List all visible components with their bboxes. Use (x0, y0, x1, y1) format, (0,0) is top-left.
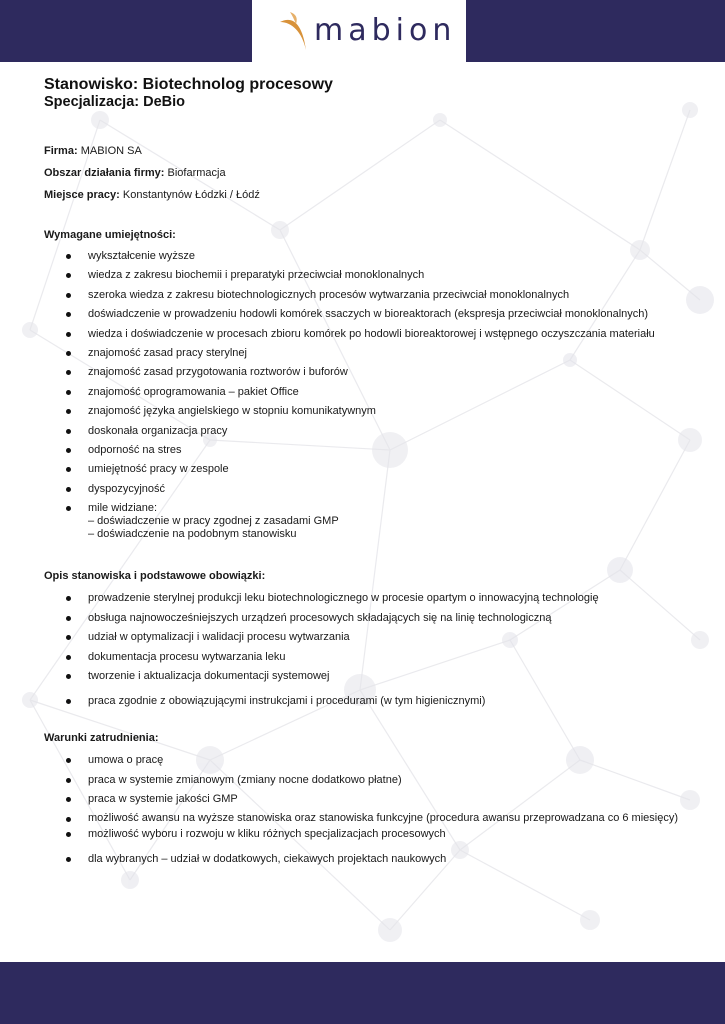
list-item: dyspozycyjność (44, 483, 694, 496)
footer-band (0, 962, 725, 1024)
list-item: możliwość wyboru i rozwoju w kliku różnych specjalizacjach procesowych (44, 828, 694, 841)
list-item: prowadzenie sterylnej produkcji leku biotechnologicznego w procesie opartym o innowacyjną technologię (44, 592, 694, 605)
company-info (44, 140, 694, 206)
list-item: praca w systemie zmianowym (zmiany nocne dodatkowo płatne) (44, 774, 694, 787)
duties-list (44, 592, 694, 708)
section-required-skills (44, 228, 694, 541)
list-item: szeroka wiedza z zakresu biotechnologicznych procesów wytwarzania przeciwciał monoklonalnych (44, 289, 694, 302)
page-subtitle: Specjalizacja: DeBio (44, 94, 186, 110)
list-item: dla wybranych – udział w dodatkowych, ciekawych projektach naukowych (44, 853, 694, 866)
list-item: znajomość języka angielskiego w stopniu komunikatywnym (44, 405, 694, 418)
list-item: wiedza i doświadczenie w procesach zbioru komórek po hodowli bioreaktorowej i wstępnego oczyszczania materiału (44, 328, 694, 341)
list-item: udział w optymalizacji i walidacji procesu wytwarzania (44, 631, 694, 644)
info-business-area (44, 162, 694, 184)
section-heading: Wymagane umiejętności: (44, 229, 176, 241)
list-item: wykształcenie wyższe (44, 250, 694, 263)
list-item: praca w systemie jakości GMP (44, 793, 694, 806)
info-value: MABION SA (80, 145, 142, 157)
list-item: wiedza z zakresu biochemii i preparatyki przeciwciał monoklonalnych (44, 269, 694, 282)
company-logo (252, 0, 466, 62)
list-item: dokumentacja procesu wytwarzania leku (44, 651, 694, 664)
list-item: doskonała organizacja pracy (44, 425, 694, 438)
section-heading: Warunki zatrudnienia: (44, 732, 159, 745)
section-heading: Opis stanowiska i podstawowe obowiązki: (44, 570, 266, 583)
list-item: znajomość oprogramowania – pakiet Office (44, 386, 694, 399)
logo-swoosh-icon (276, 8, 316, 54)
list-item: znajomość zasad przygotowania roztworów i buforów (44, 366, 694, 379)
info-value: Konstantynów Łódzki / Łódź (122, 189, 260, 201)
list-item: znajomość zasad pracy sterylnej (44, 347, 694, 360)
section-duties (44, 569, 694, 708)
nice-to-have-item: – doświadczenie w pracy zgodnej z zasadami GMP (88, 515, 339, 528)
page-title: Stanowisko: Biotechnolog procesowy (44, 76, 333, 93)
list-item: doświadczenie w prowadzeniu hodowli komórek ssaczych w bioreaktorach (ekspresja przeciwciał monoklonalnych) (44, 308, 694, 321)
section-employment-terms (44, 731, 694, 866)
nice-to-have-label: mile widziane: (88, 502, 158, 515)
list-item: obsługa najnowocześniejszych urządzeń procesowych składających się na linię technologiczną (44, 612, 694, 625)
list-item: możliwość awansu na wyższe stanowiska oraz stanowiska funkcyjne (procedura awansu przeprowadzana co 6 miesięcy) (44, 813, 694, 823)
logo-wordmark: mabion (314, 13, 457, 48)
info-value: Biofarmacja (167, 167, 226, 179)
terms-list (44, 754, 694, 866)
list-item: tworzenie i aktualizacja dokumentacji systemowej (44, 670, 694, 683)
info-label: Obszar działania firmy: (44, 167, 165, 179)
info-company (44, 140, 694, 162)
list-item: praca zgodnie z obowiązującymi instrukcjami i procedurami (w tym higienicznymi) (44, 695, 694, 708)
info-label: Miejsce pracy: (44, 189, 120, 201)
info-workplace (44, 184, 694, 206)
list-item-nice-to-have (44, 502, 694, 541)
list-item: umiejętność pracy w zespole (44, 463, 694, 476)
info-label: Firma: (44, 145, 78, 157)
list-item: umowa o pracę (44, 754, 694, 767)
skills-list (44, 250, 694, 541)
nice-to-have-item: – doświadczenie na podobnym stanowisku (88, 528, 297, 541)
list-item: odporność na stres (44, 444, 694, 457)
job-offer-content (44, 76, 694, 866)
